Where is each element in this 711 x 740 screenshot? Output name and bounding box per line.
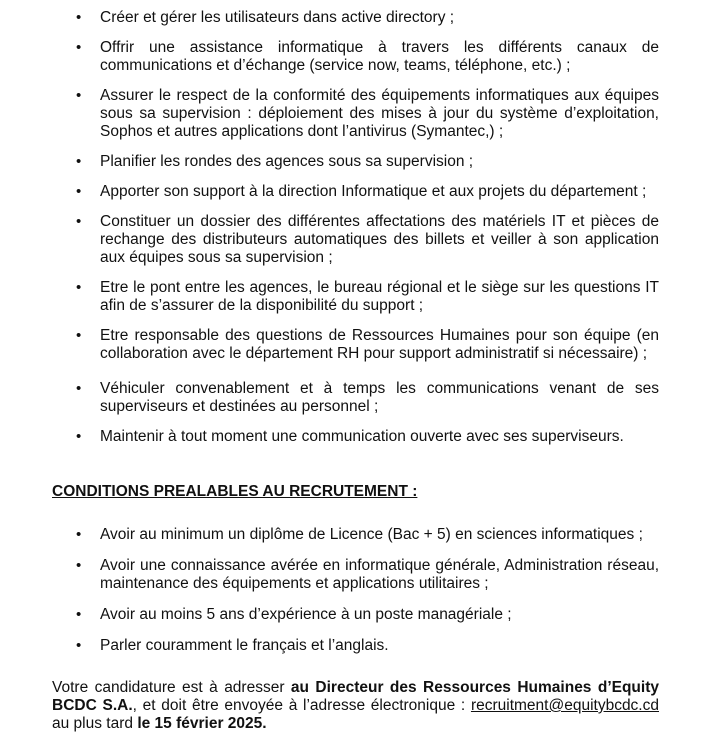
list-item bbox=[0, 428, 711, 446]
closing-paragraph bbox=[52, 679, 659, 733]
duty-text: Créer et gérer les utilisateurs dans active directory ; bbox=[100, 9, 455, 26]
bullet-icon: • bbox=[76, 87, 82, 104]
closing-text: au plus tard bbox=[52, 715, 138, 732]
duty-text: Maintenir à tout moment une communication ouverte avec ses superviseurs. bbox=[100, 428, 624, 445]
bullet-icon: • bbox=[76, 637, 82, 654]
closing-text: Votre candidature est à adresser bbox=[52, 679, 291, 696]
list-item bbox=[0, 637, 711, 655]
duty-text: Apporter son support à la direction Informatique et aux projets du département ; bbox=[100, 183, 647, 200]
recipient-text: au Directeur des Ressources Humaines d’Equity BCDC S.A. bbox=[52, 679, 659, 714]
condition-text: Parler couramment le français et l’anglais. bbox=[100, 637, 389, 654]
list-item bbox=[0, 183, 711, 201]
bullet-icon: • bbox=[76, 428, 82, 445]
list-item bbox=[0, 526, 711, 544]
list-item bbox=[0, 39, 711, 75]
duty-text: Etre le pont entre les agences, le bureau régional et le siège sur les questions IT afin de s’assurer de la disponibilité du support ; bbox=[100, 279, 659, 314]
list-item bbox=[0, 327, 711, 363]
bullet-icon: • bbox=[76, 279, 82, 296]
duty-text: Planifier les rondes des agences sous sa supervision ; bbox=[100, 153, 474, 170]
conditions-list bbox=[0, 526, 711, 668]
bullet-icon: • bbox=[76, 606, 82, 623]
bullet-icon: • bbox=[76, 39, 82, 56]
bullet-icon: • bbox=[76, 526, 82, 543]
duty-text: Constituer un dossier des différentes affectations des matériels IT et pièces de rechange des distributeurs automatiques des billets et veiller à son application aux équipes sous sa supervision ; bbox=[100, 213, 659, 266]
condition-text: Avoir une connaissance avérée en informatique générale, Administration réseau, maintenance des équipements et applications utilitaires ; bbox=[100, 557, 659, 592]
list-item bbox=[0, 9, 711, 27]
bullet-icon: • bbox=[76, 183, 82, 200]
condition-text: Avoir au moins 5 ans d’expérience à un poste managériale ; bbox=[100, 606, 512, 623]
bullet-icon: • bbox=[76, 557, 82, 574]
bullet-icon: • bbox=[76, 9, 82, 26]
list-item bbox=[0, 279, 711, 315]
duty-text: Etre responsable des questions de Ressources Humaines pour son équipe (en collaboration avec le département RH pour support administratif si nécessaire) ; bbox=[100, 327, 659, 362]
section-title: CONDITIONS PREALABLES AU RECRUTEMENT : bbox=[52, 483, 418, 500]
bullet-icon: • bbox=[76, 153, 82, 170]
email-link[interactable]: recruitment@equitybcdc.cd bbox=[470, 697, 659, 714]
duty-text: Offrir une assistance informatique à travers les différents canaux de communications et d’échange (service now, teams, téléphone, etc.) ; bbox=[100, 39, 659, 74]
bullet-icon: • bbox=[76, 213, 82, 230]
list-item bbox=[0, 380, 711, 416]
list-item bbox=[0, 606, 711, 624]
closing-text: , et doit être envoyée à l’adresse électronique : bbox=[132, 697, 471, 714]
bullet-icon: • bbox=[76, 380, 82, 397]
list-item bbox=[0, 153, 711, 171]
list-item bbox=[0, 87, 711, 141]
list-item bbox=[0, 213, 711, 267]
duty-text: Assurer le respect de la conformité des équipements informatiques aux équipes sous sa supervision : déploiement des mises à jour du système d’exploitation, Sophos et autres applications dont l’antivirus (Symantec,) ; bbox=[100, 87, 659, 140]
deadline-text: le 15 février 2025. bbox=[137, 715, 267, 732]
condition-text: Avoir au minimum un diplôme de Licence (Bac + 5) en sciences informatiques ; bbox=[100, 526, 643, 543]
list-item bbox=[0, 557, 711, 593]
duty-text: Véhiculer convenablement et à temps les communications venant de ses superviseurs et destinées au personnel ; bbox=[100, 380, 659, 415]
duties-list bbox=[0, 9, 711, 458]
bullet-icon: • bbox=[76, 327, 82, 344]
